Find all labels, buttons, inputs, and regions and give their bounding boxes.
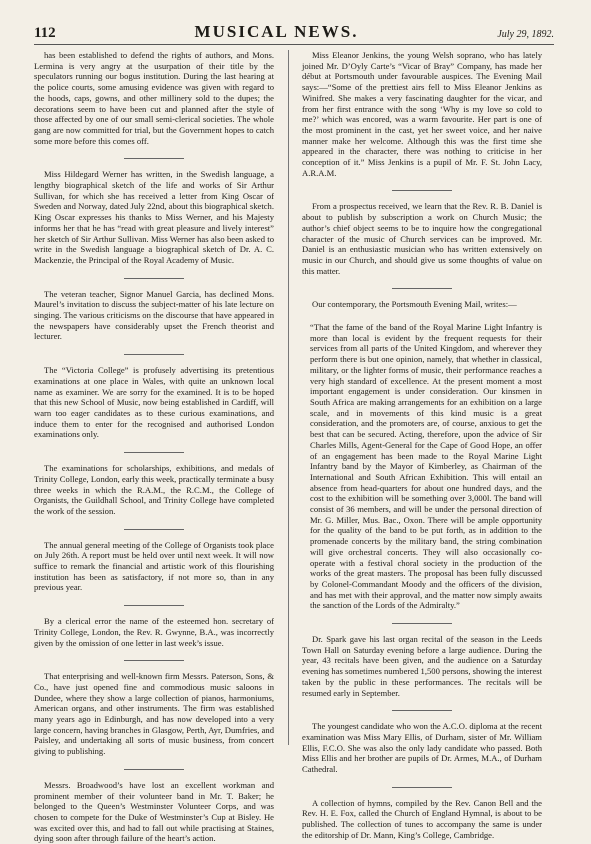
article-paragraph: Dr. Spark gave his last organ recital of the season in the Leeds Town Hall on Saturday evening before a large audience. During the year, 43 recitals have been given, and the audience on a Saturday evening has sometimes numbered 1,500 persons, showing the interest taken by the public in these performances. The recitals will be resumed early in September. <box>302 634 542 698</box>
section-divider <box>392 190 452 191</box>
section-divider <box>392 787 452 788</box>
section-divider <box>124 278 184 279</box>
article-paragraph: Messrs. Broadwood’s have lost an excellent workman and prominent member of their volunteer band in Mr. T. Baker; he belonged to the Queen’s Westminster Volunteer Corps, and was chosen to compete for the Duke of Westminster’s Cup at Bisley. He was excited over this, and had to fall out while practising at Staines, dying soon after through failure of the heart’s action. <box>34 779 274 844</box>
section-divider <box>124 158 184 159</box>
issue-date: July 29, 1892. <box>497 29 554 40</box>
section-divider <box>124 354 184 355</box>
section-divider <box>124 605 184 606</box>
article-paragraph: Miss Hildegard Werner has written, in the Swedish language, a lengthy biographical sketch of the life and works of Sir Arthur Sullivan, for which she has received a letter from King Oscar of Sweden and Norway, dated July 22nd, about this biographical sketch. King Oscar expresses his thanks to Miss Werner, and his Majesty informs her that he has “read with great pleasure and lively interest” her sketch of Sir Arthur Sullivan. Miss Werner has also been asked to write in the Swedish language a biographical sketch of Dr. A. C. Mackenzie, the Principal of the Royal Academy of Music. <box>34 169 274 265</box>
article-paragraph: Our contemporary, the Portsmouth Evening Mail, writes:— <box>312 299 517 310</box>
section-divider <box>392 623 452 624</box>
article-paragraph: The veteran teacher, Signor Manuel Garcia, has declined Mons. Maurel’s invitation to discuss the subject-matter of his late lecture on singing. The various criticisms on the discourse that have appeared in the newspapers have considerably upset the French theorist and lecturer. <box>34 288 274 342</box>
section-divider <box>392 710 452 711</box>
article-paragraph: The annual general meeting of the College of Organists took place on July 26th. A report must be held over until next week. It will now suffice to remark the financial and artistic work of this flourishing institution has been as satisfactory, if not more so, than in any previous year. <box>34 539 274 593</box>
section-divider <box>124 529 184 530</box>
article-paragraph: The youngest candidate who won the A.C.O. diploma at the recent examination was Miss Mary Ellis, of Durham, sister of Mr. William Ellis, F.C.O. She was also the only lady candidate who passed. Both Miss Ellis and her brother are pupils of Dr. Armes, M.A., of Durham Cathedral. <box>302 721 542 775</box>
article-paragraph: The examinations for scholarships, exhibitions, and medals of Trinity College, London, early this week, practically terminate a busy three weeks in which the R.A.M., the R.C.M., the College of Organists, the Guildhall School, and Trinity College have completed the work of the session. <box>34 463 274 516</box>
article-paragraph: That enterprising and well-known firm Messrs. Paterson, Sons, & Co., have just opened fine and commodious music saloons in Dundee, where they show a large collection of pianos, harmoniums, American organs, and other instruments. The firm was established many years ago in Edinburgh, and has now developed into a very large concern, having branches in Glasgow, Perth, Ayr, Dumfries, and Paisley, and undertaking all sorts of music business, from concert giving to publishing. <box>34 671 274 757</box>
left-column <box>34 50 274 844</box>
section-divider <box>124 769 184 770</box>
page-number: 112 <box>34 25 56 41</box>
quoted-article: “That the fame of the band of the Royal Marine Light Infantry is more than local is evident by the frequent requests for their services from all parts of the United Kingdom, and wherever they perform there is but one opinion, namely, that whether in classical, military, or the lighter forms of music, their performance reaches a very high standard of excellence. At the present moment a most important engagement is under consideration. Our kinsmen in South Africa are making arrangements for an exhibition on a large scale, and in movements of this kind music is a great consideration, and the promoters are, of course, anxious to get the best that can be secured. Acting, therefore, upon the advice of Sir Charles Mills, Agent-General for the Cape of Good Hope, an offer of an engagement has been made to the Royal Marine Light Infantry band by the Mayor of Kimberley, as Chairman of the International and South African Exhibition. This will entail an absence from head-quarters for about one hundred days, and the cost to the exhibition will be something over 3,000l. The band will consist of 36 members, and will be under the personal direction of Mr. G. Miller, Mus. Bac., Oxon. There will be ample opportunity for the quality of the band to be put forth, as in addition to the promenade concerts by the military band, the string combination will give orchestral concerts. They will also occasionally co-operate with a festival choral society in the production of the works of the great masters. The proposal has been fully discussed by Colonel-Commandant Moody and the officers of the division, and has met with their approval, and the matter now simply awaits the sanction of the Lords of the Admiralty.” <box>310 322 542 611</box>
right-column <box>302 50 542 840</box>
article-paragraph: has been established to defend the rights of authors, and Mons. Lermina is very angry at the usurpation of their title by the speculators running our bogus institution. During the last hearing at the police courts, some amusing evidence was given with regard to the hoods, caps, gowns, and other millinery sold to the dupes; the decorations seem to have been cut and planned after the style of those affected by one of our small semi-clerical societies. The whole gang are now committed for trial, but the Government hopes to catch some more before this comes off. <box>34 50 274 146</box>
section-divider <box>124 452 184 453</box>
article-paragraph: A collection of hymns, compiled by the Rev. Canon Bell and the Rev. H. E. Fox, called the Church of England Hymnal, is about to be published. The collection of tunes to accompany the same is under the editorship of Dr. Mann, King’s College, Cambridge. <box>302 797 542 840</box>
page-header <box>34 22 554 45</box>
column-divider <box>288 50 289 745</box>
article-paragraph: From a prospectus received, we learn that the Rev. R. B. Daniel is about to publish by subscription a work on Church Music; the author’s chief object seems to be to inquire how the congregational character of the music of Church services can be improved. Mr. Daniel is an enthusiastic musician who has written extensively on music in our Church, and should give us some thoughts of value on this matter. <box>302 201 542 276</box>
section-divider <box>392 288 452 289</box>
section-divider <box>124 660 184 661</box>
article-paragraph: The “Victoria College” is profusely advertising its pretentious examinations at one place in Wales, with quite an unknown local name as examiner. We are sorry for the examined. It is to be hoped that this new School of Music, now being established in Cardiff, will warn too eager candidates as to these curious examinations, and induce them to enter for the recognised and authorised London examinations only. <box>34 365 274 440</box>
publication-title: MUSICAL NEWS. <box>194 22 359 41</box>
article-paragraph: Miss Eleanor Jenkins, the young Welsh soprano, who has lately joined Mr. D’Oyly Carte’s “Vicar of Bray” Company, has made her début at Portsmouth under favourable auspices. The Evening Mail says:—“Some of the prettiest airs fell to Miss Eleanor Jenkins as Winifred. She makes a very fascinating daughter for the vicar, and from her first entrance with the song ‘Why is my love so cold to me?’ which was encored, was a warm favourite. Her part is one of the most prominent in the cast, yet her sweet voice, and her naive manner make her welcome. Although this was the first time she appeared in the character, there was nothing to criticise in her conception of it.” Miss Jenkins is a pupil of Mr. F. St. John Lacy, A.R.A.M. <box>302 50 542 178</box>
article-paragraph: By a clerical error the name of the esteemed hon. secretary of Trinity College, London, the Rev. R. Gwynne, B.A., was incorrectly given by the omission of one letter in last week’s issue. <box>34 616 274 648</box>
